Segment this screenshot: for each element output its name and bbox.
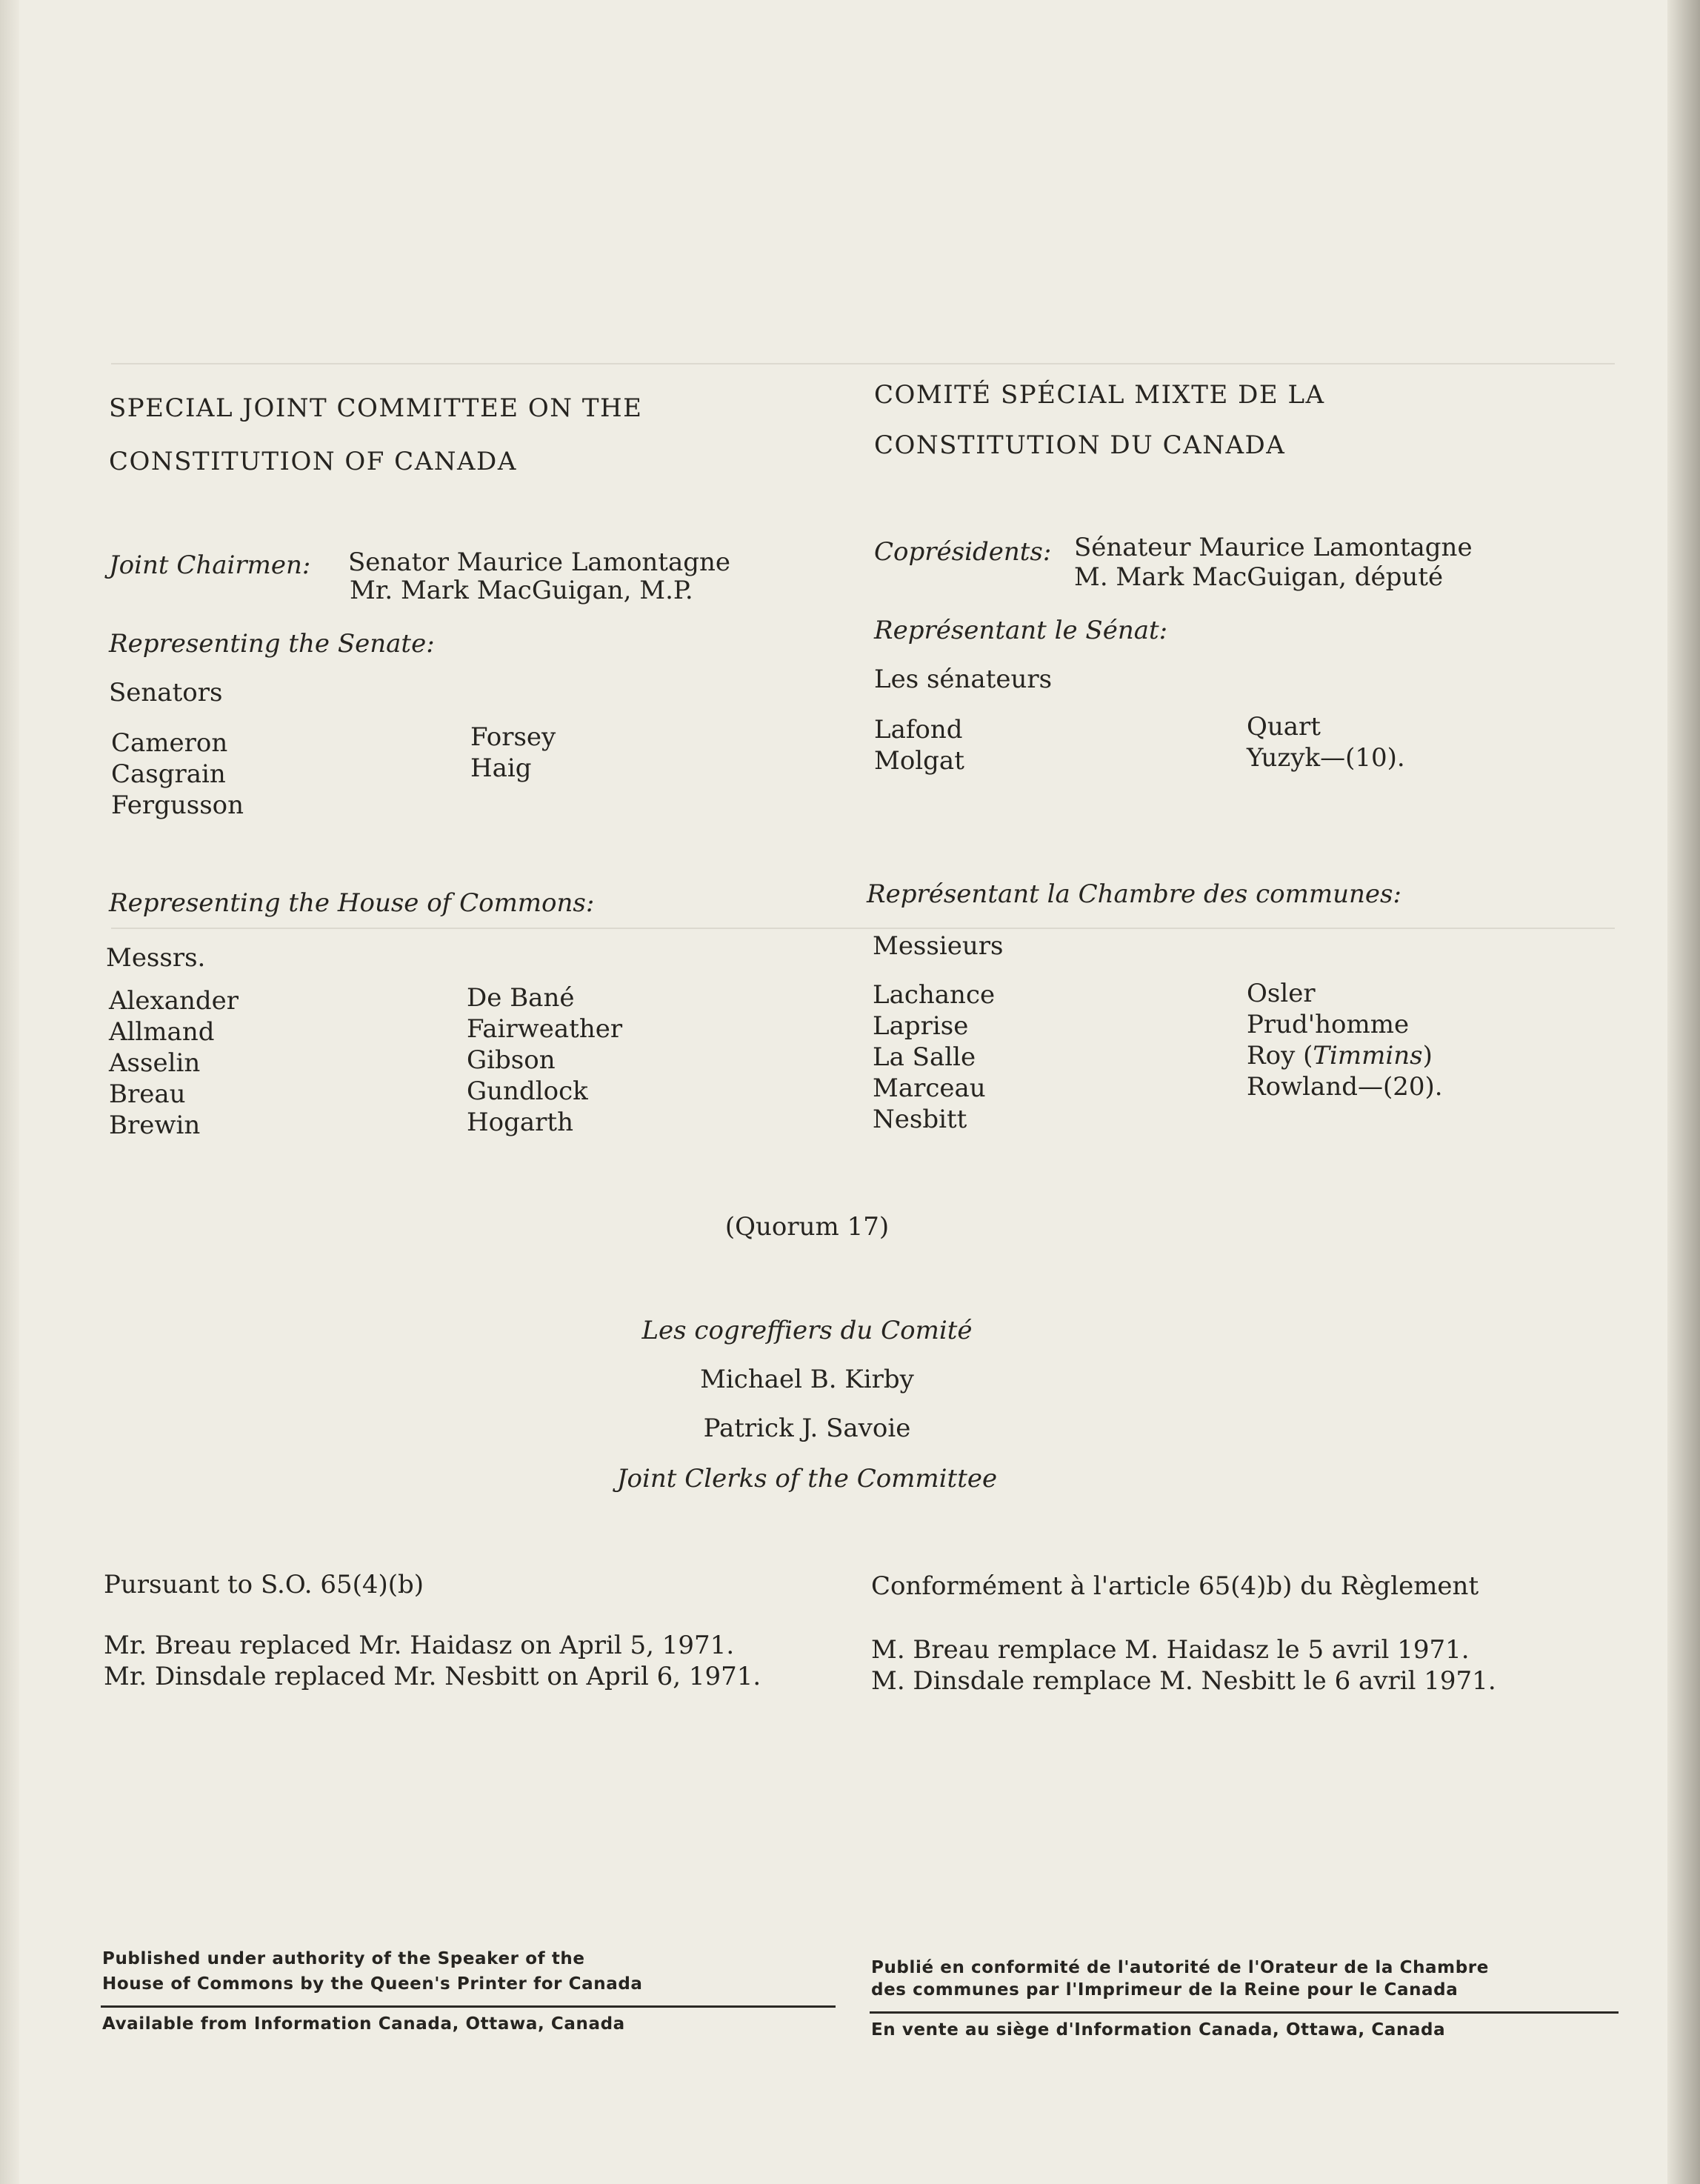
quorum: (Quorum 17) bbox=[724, 1212, 890, 1242]
fr-available: En vente au siège d'Information Canada, Ottawa, Canada bbox=[871, 2020, 1446, 2040]
clerk-1-name: Michael B. Kirby bbox=[700, 1365, 914, 1394]
en-commons-label: Representing the House of Commons: bbox=[109, 888, 595, 918]
fr-senate-label: Représentant le Sénat: bbox=[874, 616, 1168, 645]
fr-senators-column-2 bbox=[1247, 711, 1405, 773]
clerk-2-name: Patrick J. Savoie bbox=[703, 1414, 911, 1443]
senator-name: Casgrain bbox=[111, 759, 226, 789]
en-chairman-1: Senator Maurice Lamontagne bbox=[348, 547, 731, 577]
en-published-line2: House of Commons by the Queen's Printer for Canada bbox=[102, 1974, 643, 1994]
senator-name: Fergusson bbox=[111, 790, 244, 820]
fr-chairman-1: Sénateur Maurice Lamontagne bbox=[1074, 533, 1473, 562]
member-name-roy: Roy (Timmins) bbox=[1247, 1041, 1433, 1071]
en-members-column-1 bbox=[109, 985, 239, 1141]
member-name: Allmand bbox=[109, 1017, 215, 1047]
senator-name: Molgat bbox=[874, 746, 964, 776]
member-name: Breau bbox=[109, 1079, 186, 1109]
fr-senators-label: Les sénateurs bbox=[874, 665, 1053, 694]
senator-name: Lafond bbox=[874, 715, 963, 745]
senator-name: Yuzyk—(10). bbox=[1247, 743, 1405, 773]
fr-senators-column-1 bbox=[874, 714, 964, 776]
en-committee-title-line2: CONSTITUTION OF CANADA bbox=[109, 447, 517, 476]
fr-chairmen-label: Coprésidents: bbox=[874, 537, 1052, 567]
fr-replacement-2: M. Dinsdale remplace M. Nesbitt le 6 avril 1971. bbox=[871, 1666, 1496, 1696]
bleed-through-rule bbox=[111, 928, 1615, 929]
en-available: Available from Information Canada, Ottawa, Canada bbox=[102, 2014, 625, 2034]
en-members-column-2 bbox=[467, 982, 622, 1138]
senator-name: Forsey bbox=[470, 722, 556, 752]
en-senate-label: Representing the Senate: bbox=[109, 629, 435, 659]
fr-committee-title-line1: COMITÉ SPÉCIAL MIXTE DE LA bbox=[874, 380, 1325, 410]
fr-members-column-1 bbox=[873, 979, 995, 1135]
clerks-english-label: Joint Clerks of the Committee bbox=[616, 1464, 998, 1494]
page-edge-shadow bbox=[1667, 0, 1700, 2184]
senator-name: Quart bbox=[1247, 712, 1321, 742]
member-name: Fairweather bbox=[467, 1014, 623, 1044]
roy-riding: Timmins bbox=[1313, 1041, 1423, 1071]
fr-conformement-heading: Conformément à l'article 65(4)b) du Règlement bbox=[871, 1571, 1479, 1601]
en-published-line1: Published under authority of the Speaker of the bbox=[102, 1949, 585, 1968]
roy-surname: Roy bbox=[1247, 1041, 1296, 1071]
member-name: Brewin bbox=[109, 1111, 201, 1140]
member-name: Hogarth bbox=[467, 1108, 573, 1137]
fr-commons-label: Représentant la Chambre des communes: bbox=[867, 879, 1401, 909]
senator-name: Haig bbox=[470, 753, 532, 783]
en-replacement-2: Mr. Dinsdale replaced Mr. Nesbitt on April 6, 1971. bbox=[104, 1662, 761, 1691]
en-messrs-label: Messrs. bbox=[106, 943, 206, 973]
en-chairman-2: Mr. Mark MacGuigan, M.P. bbox=[350, 576, 693, 605]
page-spine-shadow bbox=[0, 0, 19, 2184]
fr-footer-rule bbox=[870, 2011, 1619, 2014]
member-name: Laprise bbox=[873, 1011, 969, 1041]
en-replacement-1: Mr. Breau replaced Mr. Haidasz on April 5, 1971. bbox=[104, 1631, 735, 1660]
member-name: Nesbitt bbox=[873, 1105, 967, 1134]
en-senators-column-1 bbox=[111, 728, 244, 821]
clerks-french-label: Les cogreffiers du Comité bbox=[641, 1316, 973, 1345]
member-name: Rowland—(20). bbox=[1247, 1072, 1443, 1102]
en-senators-column-2 bbox=[470, 722, 556, 784]
bleed-through-rule bbox=[111, 363, 1615, 364]
member-name: Osler bbox=[1247, 979, 1316, 1008]
en-pursuant-heading: Pursuant to S.O. 65(4)(b) bbox=[104, 1570, 424, 1599]
member-name: Gibson bbox=[467, 1045, 556, 1075]
fr-messieurs-label: Messieurs bbox=[873, 931, 1004, 961]
member-name: De Bané bbox=[467, 983, 575, 1013]
en-footer-rule bbox=[101, 2005, 836, 2008]
fr-published-line1: Publié en conformité de l'autorité de l'Orateur de la Chambre bbox=[871, 1958, 1489, 1977]
member-name: Marceau bbox=[873, 1073, 986, 1103]
member-name: Prud'homme bbox=[1247, 1010, 1410, 1039]
fr-members-column-2 bbox=[1247, 978, 1443, 1102]
member-name: Alexander bbox=[109, 986, 239, 1016]
senator-name: Cameron bbox=[111, 728, 228, 758]
member-name: Gundlock bbox=[467, 1076, 588, 1106]
fr-published-line2: des communes par l'Imprimeur de la Reine pour le Canada bbox=[871, 1980, 1459, 2000]
member-name: Lachance bbox=[873, 980, 996, 1010]
en-chairmen-label: Joint Chairmen: bbox=[109, 550, 311, 580]
fr-replacement-1: M. Breau remplace M. Haidasz le 5 avril 1971. bbox=[871, 1635, 1470, 1665]
member-name: Asselin bbox=[109, 1048, 201, 1078]
en-senators-label: Senators bbox=[109, 678, 223, 708]
fr-committee-title-line2: CONSTITUTION DU CANADA bbox=[874, 430, 1286, 460]
member-name: La Salle bbox=[873, 1042, 976, 1072]
en-committee-title-line1: SPECIAL JOINT COMMITTEE ON THE bbox=[109, 393, 643, 423]
fr-chairman-2: M. Mark MacGuigan, député bbox=[1074, 562, 1444, 592]
